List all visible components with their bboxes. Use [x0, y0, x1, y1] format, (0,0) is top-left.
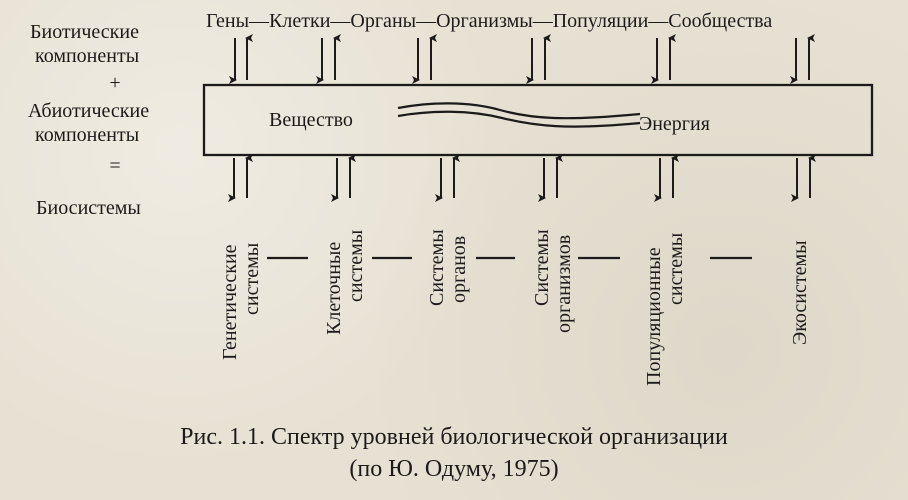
left-label-equals: =: [109, 155, 121, 177]
bottom-arrow-group: [234, 158, 810, 198]
system-label-organisms-line2: организмов: [553, 234, 575, 333]
left-label-abiotic-line2: компоненты: [35, 124, 140, 146]
system-label-organisms-line1: Системы: [531, 229, 553, 306]
left-label-biotic-line1: Биотические: [30, 21, 139, 43]
top-arrow-group: [235, 38, 809, 80]
system-label-genetic-line2: системы: [241, 242, 263, 315]
system-label-cellular-line1: Клеточные: [323, 241, 345, 335]
system-label-genetic-line1: Генетические: [219, 244, 241, 360]
left-label-plus: +: [109, 72, 121, 94]
system-label-ecosystems: Экосистемы: [789, 240, 811, 345]
figure-caption-line1: Рис. 1.1. Спектр уровней биологической организации: [180, 424, 728, 450]
system-label-population-line1: Популяционные: [643, 247, 665, 386]
box-right-text: Энергия: [639, 113, 710, 135]
left-label-biosystems: Биосистемы: [36, 197, 141, 219]
system-label-organs-line2: органов: [448, 235, 470, 303]
top-level-chain: Гены—Клетки—Органы—Организмы—Популяции—Сообщества: [206, 10, 773, 32]
left-label-biotic-line2: компоненты: [35, 45, 140, 67]
box-left-text: Вещество: [269, 109, 353, 131]
figure-caption-line2: (по Ю. Одуму, 1975): [349, 456, 559, 482]
left-label-abiotic-line1: Абиотические: [28, 100, 150, 122]
system-label-population-line2: системы: [665, 232, 687, 305]
matter-energy-wave-lines: [398, 103, 640, 126]
system-label-cellular-line2: системы: [345, 229, 367, 302]
system-label-organs-line1: Системы: [426, 229, 448, 306]
